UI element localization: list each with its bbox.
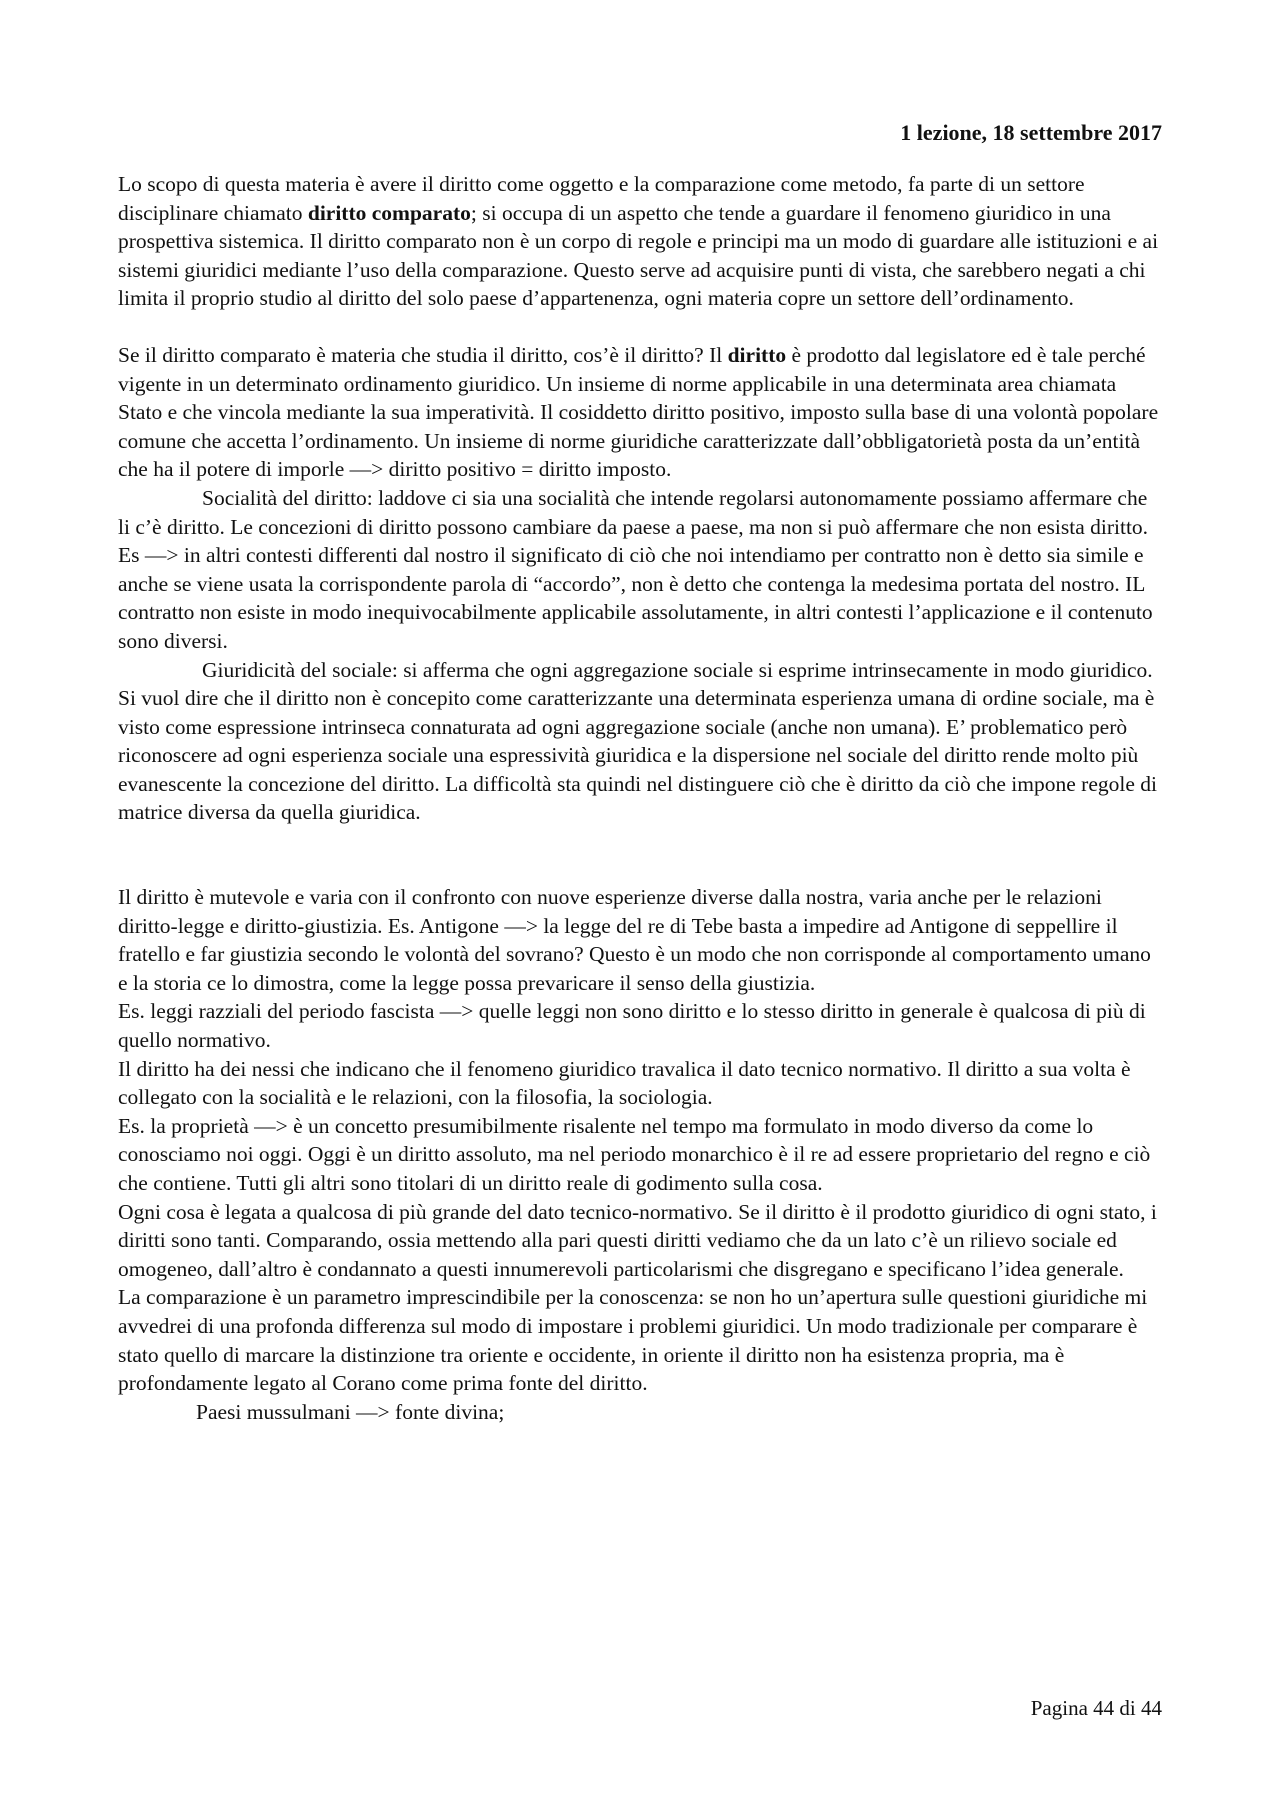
lesson-title: 1 lezione, 18 settembre 2017 (900, 120, 1162, 145)
bold-term-diritto: diritto (727, 342, 787, 367)
paragraph-1-text-c: ; si occupa di un aspetto che tende a guardare il fenomeno giuridico in una prospettiva sistemica. Il diritto comparato non è un corpo di regole e principi ma un modo di guardare alle istituzioni e ai sistemi giuridici mediante l’uso della comparazione. Questo serve ad acquisire punti di vista, che sarebbero negati a chi limita il proprio studio al diritto del solo paese d’appartenenza, ogni materia copre un settore dell’ordinamento. (118, 200, 1159, 311)
paragraph-2-text-c: è prodotto dal legislatore ed è tale perché vigente in un determinato ordinamento giuridico. Un insieme di norme applicabile in una determinata area chiamata Stato e che vincola mediante la sua imperatività. Il cosiddetto diritto positivo, imposto sulla base di una volontà popolare comune che accetta l’ordinamento. Un insieme di norme giuridiche caratterizzate dall’obbligatorietà posta da un’entità che ha il potere di imporle —> diritto positivo = diritto imposto. (118, 342, 1159, 482)
page-number: Pagina 44 di 44 (1030, 1696, 1162, 1720)
paragraph-socialita: Socialità del diritto: laddove ci sia una socialità che intende regolarsi autonomamente possiamo affermare che li c’è diritto. Le concezioni di diritto possono cambiare da paese a paese, ma non si può affermare che non esista diritto. (118, 485, 1149, 539)
paragraph-proprieta: Es. la proprietà —> è un concetto presumibilmente risalente nel tempo ma formulato in modo diverso da come lo conosciamo noi oggi. Oggi è un diritto assoluto, ma nel periodo monarchico è il re ad essere proprietario del regno e ciò che contiene. Tutti gli altri sono titolari di un diritto reale di godimento sulla cosa. (118, 1113, 1151, 1195)
paragraph-1-text-a: Lo scopo di questa materia è avere il diritto come oggetto e la comparazione come metodo, fa parte di un settore disciplinare chiamato (118, 172, 1085, 225)
paragraph-nessi: Il diritto ha dei nessi che indicano che il fenomeno giuridico travalica il dato tecnico normativo. Il diritto a sua volta è collegato con la socialità e le relazioni, con la filosofia, la sociologia. (118, 1056, 1131, 1110)
paragraph-comparazione: La comparazione è un parametro imprescindibile per la conoscenza: se non ho un’apertura sulle questioni giuridiche mi avvedrei di una profonda differenza sul modo di impostare i problemi giuridici. Un modo tradizionale per comparare è stato quello di marcare la distinzione tra oriente e occidente, in oriente il diritto non ha esistenza propria, ma è profondamente legato al Corano come prima fonte del diritto. (118, 1285, 1148, 1396)
paragraph-1 (118, 170, 1162, 313)
bold-term-diritto-comparato: diritto comparato (307, 200, 471, 225)
paragraph-2 (118, 341, 1162, 484)
paragraph-giuridicita: Giuridicità del sociale: si afferma che ogni aggregazione sociale si esprime intrinsecamente in modo giuridico. Si vuol dire che il diritto non è concepito come caratterizzante una determinata esperienza umana di ordine sociale, ma è visto come espressione intrinseca connaturata ad ogni aggregazione sociale (anche non umana). E’ problematico però riconoscere ad ogni esperienza sociale una espressività giuridica e la dispersione nel sociale del diritto rende molto più evanescente la concezione del diritto. La difficoltà sta quindi nel distinguere ciò che è diritto da ciò che impone regole di matrice diversa da quella giuridica. (118, 657, 1157, 825)
paragraph-paesi-mussulmani: Paesi mussulmani —> fonte divina; (196, 1399, 505, 1424)
paragraph-spacer (118, 313, 1162, 341)
paragraph-leggi-razziali: Es. leggi razziali del periodo fascista —> quelle leggi non sono diritto e lo stesso diritto in generale è qualcosa di più di quello normativo. (118, 999, 1146, 1053)
paragraph-spacer (118, 827, 1162, 883)
paragraph-mutevole: Il diritto è mutevole e varia con il confronto con nuove esperienze diverse dalla nostra, varia anche per le relazioni diritto-legge e diritto-giustizia. Es. Antigone —> la legge del re di Tebe basta a impedire ad Antigone di seppellire il fratello e far giustizia secondo le volontà del sovrano? Questo è un modo che non corrisponde al comportamento umano e la storia ce lo dimostra, come la legge possa prevaricare il senso della giustizia. (118, 885, 1151, 995)
paragraph-2-text-a: Se il diritto comparato è materia che studia il diritto, cos’è il diritto? Il (118, 342, 728, 367)
paragraph-ogni-cosa: Ogni cosa è legata a qualcosa di più grande del dato tecnico-normativo. Se il diritto è il prodotto giuridico di ogni stato, i diritti sono tanti. Comparando, ossia mettendo alla pari questi diritti vediamo che da un lato c’è un rilievo sociale ed omogeneo, dall’altro è condannato a questi innumerevoli particolarismi che disgregano e specificano l’idea generale. (118, 1199, 1157, 1281)
paragraph-example-contratto: Es —> in altri contesti differenti dal nostro il significato di ciò che noi intendiamo per contratto non è detto sia simile e anche se viene usata la corrispondente parola di “accordo”, non è detto che contenga la medesima portata del nostro. IL contratto non esiste in modo inequivocabilmente applicabile assolutamente, in altri contesti l’applicazione e il contenuto sono diversi. (118, 543, 1153, 653)
